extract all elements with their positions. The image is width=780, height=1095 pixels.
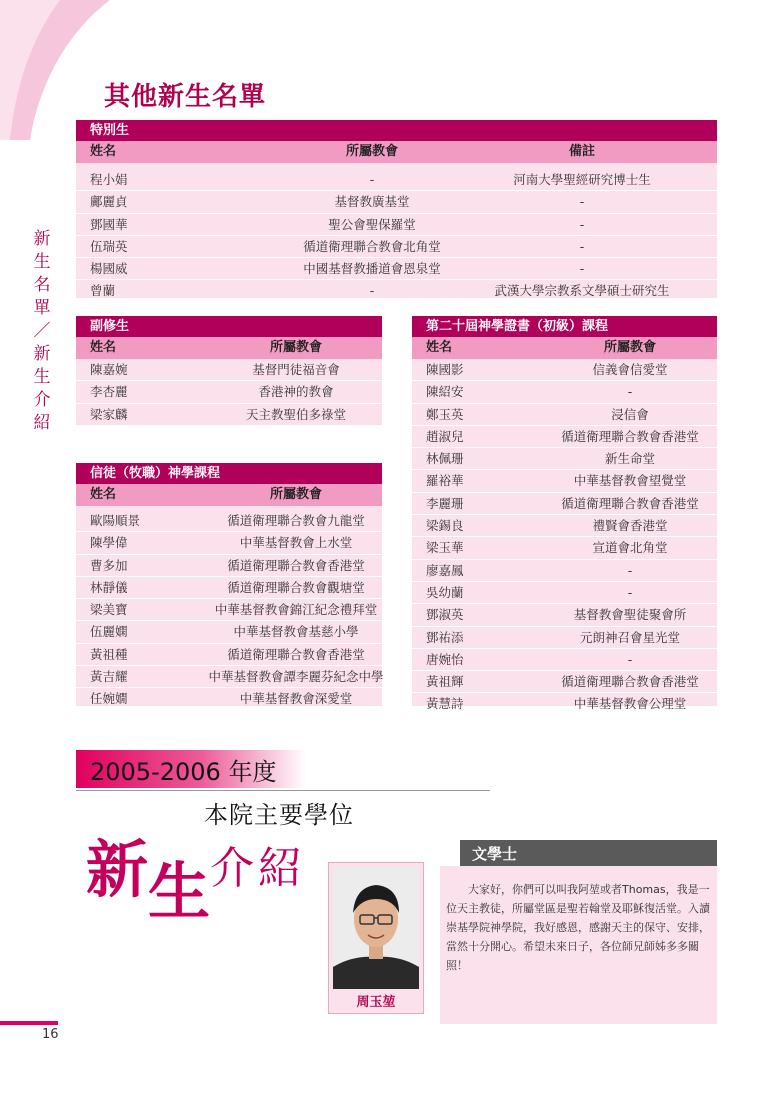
header-name: 姓名 [90, 487, 117, 502]
cell-church: 香港神的教會 [258, 384, 334, 400]
table-caption: 特別生 [76, 120, 717, 141]
cell-name: 黃祖種 [90, 646, 128, 662]
cell-name: 羅裕華 [426, 473, 464, 489]
cell-note: 武漢大學宗教系文學碩士研究生 [494, 283, 670, 299]
student-photo-frame [328, 862, 424, 1014]
cell-name: 黃慧詩 [426, 696, 464, 712]
header-name: 姓名 [426, 340, 453, 355]
table-row [76, 169, 717, 191]
cell-church: 循道衛理聯合教會九龍堂 [227, 513, 365, 528]
table-row [76, 599, 382, 621]
cell-church: 新生命堂 [604, 451, 656, 467]
table-row [412, 493, 717, 515]
table-row [76, 510, 382, 532]
table-body [412, 359, 717, 716]
table-row [412, 404, 717, 426]
cell-church: 聖公會聖保羅堂 [328, 216, 416, 232]
table-row [76, 577, 382, 599]
decorative-swoosh [0, 0, 120, 140]
side-label [30, 228, 54, 435]
big-title-char: 介 [210, 843, 254, 894]
table-row [412, 671, 717, 693]
big-title-char: 紹 [258, 843, 302, 894]
cell-name: 曾蘭 [90, 283, 116, 299]
cell-church: 循道衛理聯合教會香港堂 [227, 557, 365, 573]
cell-church: 中華基督教會望覺堂 [573, 473, 687, 489]
cell-name: 曹多加 [90, 557, 128, 573]
big-title-char: 新 [86, 833, 149, 906]
student-photo [333, 867, 419, 989]
header-name: 姓名 [90, 340, 117, 355]
table-row [412, 448, 717, 470]
table-caption: 信徒（牧職）神學課程 [76, 463, 382, 484]
minor-students-table [76, 316, 382, 426]
cell-name: 陳學偉 [90, 535, 128, 551]
cell-name: 陳國影 [426, 362, 464, 377]
cell-note: 河南大學聖經研究博士生 [513, 172, 651, 187]
table-header [76, 337, 382, 359]
special-students-table [76, 120, 717, 298]
table-row [76, 214, 717, 236]
page-number: 16 [42, 1027, 59, 1042]
page-title: 其他新生名單 [104, 82, 267, 112]
table-row [412, 649, 717, 671]
cell-name: 鄧國華 [90, 216, 128, 232]
table-row [76, 688, 382, 710]
cell-church: 天主教聖伯多祿堂 [245, 406, 347, 422]
side-char: 生 [33, 367, 51, 387]
table-row [76, 666, 382, 688]
cell-church: 循道衛理聯合教會香港堂 [561, 495, 699, 511]
cell-name: 伍瑞英 [90, 238, 128, 254]
cell-name: 鄧淑英 [426, 607, 464, 623]
table-row [412, 582, 717, 604]
cell-church: 中華基督教會基慈小學 [233, 624, 359, 640]
cell-name: 林佩珊 [426, 451, 464, 467]
table-body [76, 506, 382, 711]
cell-note: - [579, 216, 585, 232]
table-row [76, 359, 382, 381]
cell-name: 鄧祐添 [426, 629, 464, 645]
cell-church: - [369, 283, 375, 299]
cell-church: 元朗神召會星光堂 [579, 629, 681, 645]
cell-name: 趙淑兒 [426, 428, 464, 444]
side-char: 生 [33, 252, 51, 272]
year-band [76, 750, 306, 788]
cell-name: 李杏麗 [90, 384, 128, 400]
year-label: 2005-2006 年度 [90, 758, 277, 786]
side-char: 新 [33, 344, 51, 364]
cell-note: - [579, 194, 585, 210]
cell-name: 林靜儀 [90, 579, 128, 595]
cell-church: - [627, 651, 633, 667]
cell-church: 中華基督教會譚李麗芬紀念中學 [208, 669, 384, 685]
cell-name: 楊國威 [90, 261, 128, 277]
cell-name: 程小娟 [90, 172, 128, 187]
cell-church: 中華基督教會上水堂 [239, 535, 353, 551]
side-char: ／ [33, 321, 51, 341]
cell-name: 陳嘉婉 [90, 362, 128, 377]
table-header [76, 484, 382, 506]
table-row [76, 644, 382, 666]
table-row [76, 532, 382, 554]
header-note: 備註 [568, 144, 596, 159]
cell-note: - [579, 261, 585, 277]
degree-label: 文學士 [472, 845, 518, 863]
cell-name: 梁玉華 [426, 540, 464, 556]
table-caption: 第二十屆神學證書（初級）課程 [412, 316, 717, 337]
cell-church: 中國基督教播道會恩泉堂 [303, 261, 441, 277]
cell-church: 循道衛理聯合教會香港堂 [561, 428, 699, 444]
cell-church: 宣道會北角堂 [592, 540, 668, 556]
cell-note: - [579, 238, 585, 254]
student-name: 周玉堃 [356, 995, 396, 1010]
table-body [76, 359, 382, 426]
cell-name: 任婉嫺 [90, 691, 128, 707]
cell-church: 中華基督教會錦江紀念禮拜堂 [214, 602, 378, 618]
cell-church: 中華基督教會深愛堂 [239, 691, 353, 707]
table-row [412, 470, 717, 492]
cell-name: 梁家麟 [90, 406, 128, 422]
cell-name: 鄭玉英 [426, 406, 464, 422]
side-char: 名 [33, 275, 51, 295]
cell-church: - [369, 172, 375, 187]
cell-church: - [627, 562, 633, 578]
table-row [412, 359, 717, 381]
side-char: 介 [33, 390, 51, 410]
cell-church: 中華基督教會公理堂 [573, 696, 687, 712]
cell-church: 基督教會聖徒聚會所 [573, 607, 687, 623]
table-row [76, 236, 717, 258]
table-caption: 副修生 [76, 316, 382, 337]
cell-name: 陳紹安 [426, 384, 464, 400]
table-row [76, 621, 382, 643]
header-name: 姓名 [90, 144, 117, 159]
cell-church: - [627, 584, 633, 600]
cell-name: 梁錫良 [426, 518, 464, 534]
cell-church: 信義會信愛堂 [592, 362, 668, 377]
cell-name: 梁美寶 [90, 602, 128, 618]
cell-church: 基督教廣基堂 [334, 194, 410, 210]
table-row [76, 381, 382, 403]
cell-church: 基督門徒福音會 [252, 362, 340, 377]
table-row [412, 515, 717, 537]
degree-heading: 本院主要學位 [204, 801, 354, 829]
cell-name: 廖嘉鳳 [426, 562, 464, 578]
table-body [76, 163, 717, 303]
header-church: 所屬教會 [269, 340, 323, 355]
table-row [412, 537, 717, 559]
cell-name: 黃祖輝 [426, 674, 464, 690]
cell-church: 循道衛理聯合教會北角堂 [303, 238, 441, 254]
table-row [412, 693, 717, 715]
cell-name: 李麗珊 [426, 495, 464, 511]
footer-accent [0, 1021, 58, 1025]
portrait-illustration [333, 867, 419, 989]
table-header [412, 337, 717, 359]
table-row [412, 381, 717, 403]
table-row [76, 191, 717, 213]
laity-course-table [76, 463, 382, 706]
header-church: 所屬教會 [603, 340, 657, 355]
degree-badge [460, 840, 717, 866]
table-row [76, 280, 717, 302]
cell-church: 禮賢會香港堂 [592, 518, 668, 534]
table-header [76, 141, 717, 163]
side-char: 新 [33, 229, 51, 249]
table-row [76, 555, 382, 577]
cell-church: 循道衛理聯合教會香港堂 [227, 646, 365, 662]
cell-name: 唐婉怡 [426, 651, 464, 667]
cell-name: 歐陽順景 [90, 513, 141, 528]
table-row [412, 627, 717, 649]
header-church: 所屬教會 [269, 487, 323, 502]
student-intro: 大家好，你們可以叫我阿堃或者Thomas，我是一位天主教徒，所屬堂區是聖若翰堂及耶穌復活堂。入讀崇基學院神學院，我好感恩，感謝天主的保守、安排，當然十分開心。希望未來日子，各位師兄師姊多多關照！ [446, 883, 710, 972]
big-title-char: 生 [148, 855, 211, 928]
cell-church: 循道衛理聯合教會觀塘堂 [227, 579, 365, 595]
cell-church: 循道衛理聯合教會香港堂 [561, 674, 699, 690]
cell-name: 吳幼蘭 [426, 584, 464, 600]
side-char: 單 [33, 298, 51, 318]
cell-name: 黃吉耀 [90, 669, 128, 685]
side-char: 紹 [33, 413, 51, 433]
table-row [76, 258, 717, 280]
table-row [412, 560, 717, 582]
table-row [412, 604, 717, 626]
header-church: 所屬教會 [345, 144, 399, 159]
certificate-course-table [412, 316, 717, 712]
table-row [76, 404, 382, 426]
cell-church: - [627, 384, 633, 400]
cell-name: 伍麗嫻 [90, 624, 128, 640]
cell-name: 鄺麗貞 [90, 194, 128, 210]
table-row [412, 426, 717, 448]
cell-church: 浸信會 [611, 406, 649, 422]
divider [76, 790, 490, 791]
